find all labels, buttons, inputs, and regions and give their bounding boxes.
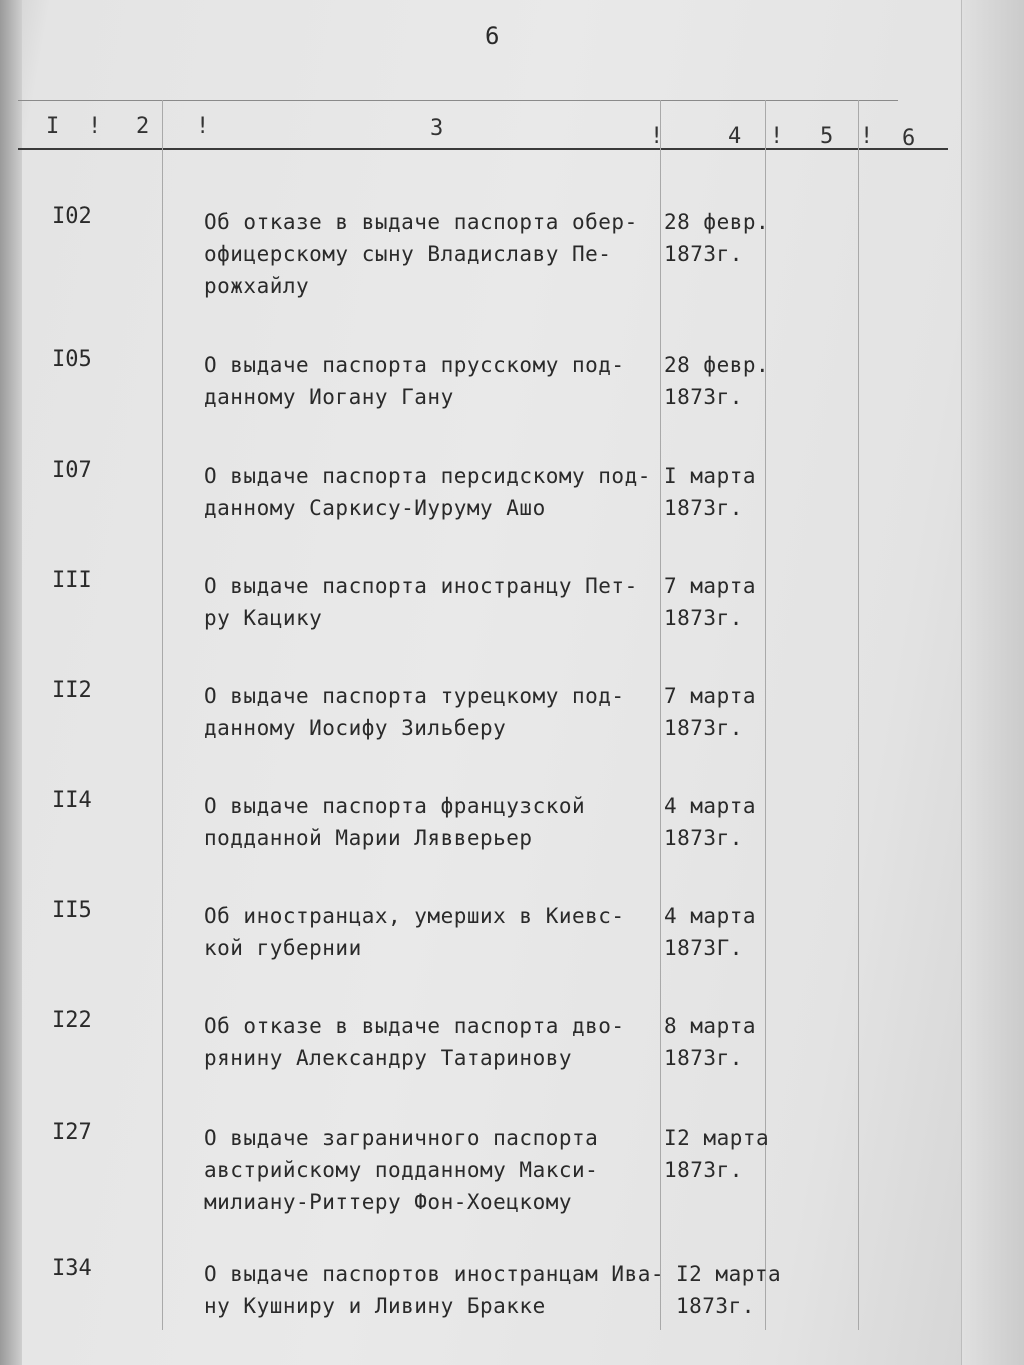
record-title-line: О выдаче паспортов иностранцам Ива- (204, 1262, 665, 1286)
column-separator: ! (196, 114, 210, 139)
record-date-line: 28 февр. (664, 353, 770, 377)
record-title (204, 790, 664, 854)
record-date-line: 1873г. (664, 1046, 743, 1070)
record-title-line: О выдаче паспорта персидскому под- (204, 464, 651, 488)
record-number: III (52, 568, 92, 593)
record-date (664, 790, 756, 854)
column-header-2: 2 (136, 114, 150, 139)
record-title-line: австрийскому подданному Макси- (204, 1158, 599, 1182)
record-title (204, 900, 664, 964)
record-date-line: 4 марта (664, 904, 757, 928)
page-number: 6 (485, 22, 500, 50)
record-date (664, 1122, 769, 1186)
record-date-line: 7 марта (664, 574, 757, 598)
record-title-line: ру Кацику (204, 606, 323, 630)
record-title-line: офицерскому сыну Владиславу Пе- (204, 242, 612, 266)
record-title-line: О выдаче паспорта французской (204, 794, 586, 818)
record-title-line: О выдаче паспорта прусскому под- (204, 353, 625, 377)
record-title (204, 460, 664, 524)
record-title (204, 570, 664, 634)
record-date-line: 1873г. (676, 1294, 755, 1318)
record-title-line: подданной Марии Лявверьер (204, 826, 533, 850)
record-title (204, 349, 664, 413)
record-title-line: рожхайлу (204, 274, 310, 298)
record-date-line: 1873г. (664, 606, 743, 630)
record-number: I22 (52, 1008, 92, 1033)
record-date-line: 1873г. (664, 385, 743, 409)
record-date (664, 1010, 756, 1074)
record-title-line: О выдаче заграничного паспорта (204, 1126, 599, 1150)
record-date-line: 1873г. (664, 826, 743, 850)
record-title-line: данному Иосифу Зильберу (204, 716, 507, 740)
record-date-line: 7 марта (664, 684, 757, 708)
record-number: II4 (52, 788, 92, 813)
column-separator: ! (770, 124, 784, 149)
column-separator: ! (88, 114, 102, 139)
record-number: I02 (52, 204, 92, 229)
record-title-line: кой губернии (204, 936, 362, 960)
record-date-line: 1873г. (664, 1158, 743, 1182)
record-date-line: I2 марта (676, 1262, 782, 1286)
record-number: I07 (52, 458, 92, 483)
record-title-line: О выдаче паспорта турецкому под- (204, 684, 625, 708)
record-number: I05 (52, 347, 92, 372)
record-date-line: I2 марта (664, 1126, 770, 1150)
record-title (204, 1010, 664, 1074)
record-number: I34 (52, 1256, 92, 1281)
record-title (204, 206, 664, 302)
record-title-line: ну Кушниру и Ливину Бракке (204, 1294, 546, 1318)
record-title-line: О выдаче паспорта иностранцу Пет- (204, 574, 638, 598)
record-title-line: Об иностранцах, умерших в Киевс- (204, 904, 625, 928)
column-header-6: 6 (902, 126, 916, 151)
record-title-line: милиану-Риттеру Фон-Хоецкому (204, 1190, 573, 1214)
record-date-line: 1873г. (664, 496, 743, 520)
column-divider (162, 100, 163, 1330)
record-date (664, 680, 756, 744)
record-date-line: 28 февр. (664, 210, 770, 234)
page-edge (961, 0, 1024, 1365)
record-number: I27 (52, 1120, 92, 1145)
record-title (204, 1122, 664, 1218)
column-header-3: 3 (430, 116, 444, 141)
column-header-4: 4 (728, 124, 742, 149)
record-date (664, 900, 756, 964)
record-date-line: 4 марта (664, 794, 757, 818)
record-title (204, 1258, 664, 1322)
record-title-line: данному Саркису-Иуруму Ашо (204, 496, 546, 520)
record-date-line: I марта (664, 464, 757, 488)
record-date-line: 1873г. (664, 242, 743, 266)
column-header-1: I (46, 114, 60, 139)
record-title-line: Об отказе в выдаче паспорта дво- (204, 1014, 625, 1038)
record-date (664, 349, 769, 413)
record-date (664, 460, 756, 524)
record-title-line: Об отказе в выдаче паспорта обер- (204, 210, 638, 234)
column-separator: ! (650, 124, 664, 149)
record-date (664, 206, 769, 270)
record-number: II2 (52, 678, 92, 703)
header-bottom-rule (18, 148, 948, 150)
header-top-rule (18, 100, 898, 101)
column-separator: ! (860, 124, 874, 149)
record-date-line: 1873г. (664, 716, 743, 740)
record-number: II5 (52, 898, 92, 923)
record-title-line: данному Иогану Гану (204, 385, 454, 409)
record-date (664, 570, 756, 634)
record-title (204, 680, 664, 744)
column-header-5: 5 (820, 124, 834, 149)
record-title-line: рянину Александру Татаринову (204, 1046, 573, 1070)
record-date-line: 1873Г. (664, 936, 743, 960)
record-date (676, 1258, 781, 1322)
page-binding (0, 0, 22, 1365)
column-divider (858, 100, 859, 1330)
record-date-line: 8 марта (664, 1014, 757, 1038)
